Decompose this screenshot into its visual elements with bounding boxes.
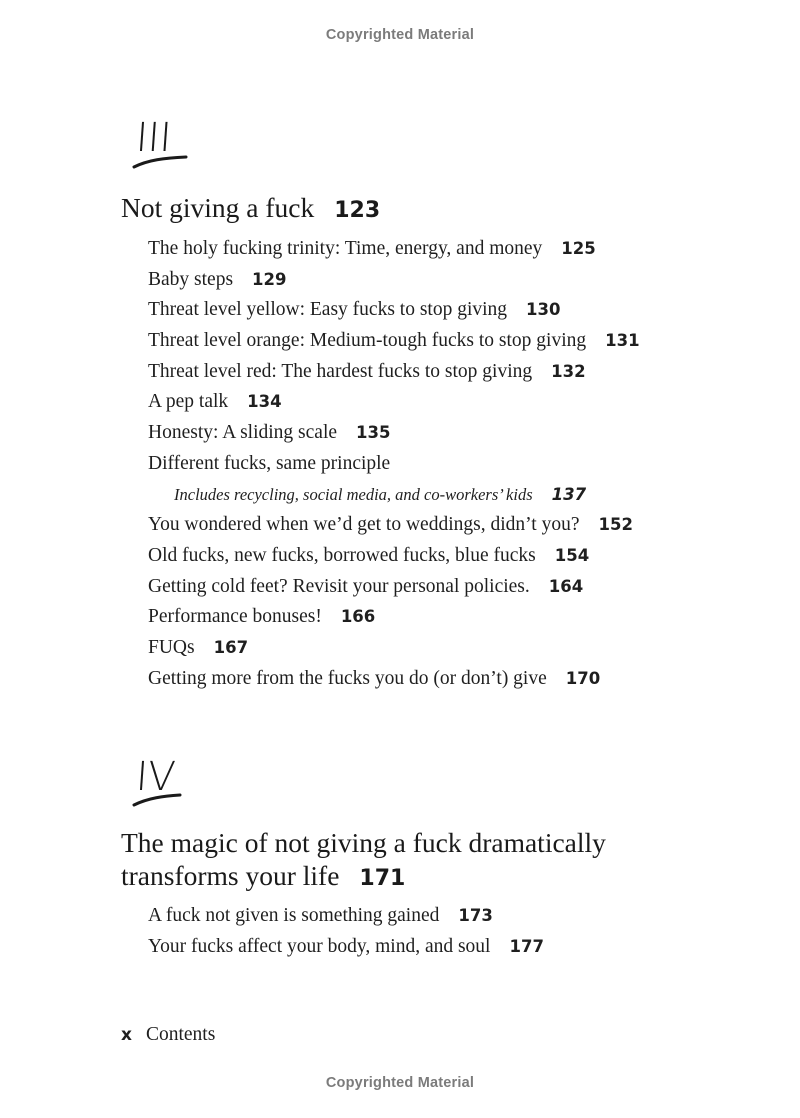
toc-entry-page: 177	[509, 936, 544, 956]
toc-entry-page: 130	[526, 300, 561, 320]
toc-entry-title: Performance bonuses!	[148, 606, 322, 628]
toc-entry-page: 173	[458, 906, 493, 925]
toc-entry	[148, 932, 544, 963]
part-numeral-iv: IV	[134, 754, 177, 800]
toc-entry-title: FUQs	[148, 636, 195, 658]
toc-entry-title: Getting cold feet? Revisit your personal policies.	[148, 575, 530, 597]
toc-entry	[148, 572, 640, 603]
toc-entry	[148, 602, 640, 633]
toc-entry	[148, 418, 640, 449]
numeral-underline-mark	[130, 150, 190, 172]
part-iii-entries	[148, 234, 640, 694]
toc-entry-page: 129	[252, 269, 287, 289]
part-page-number: 171	[359, 866, 406, 891]
copyright-watermark-top: Copyrighted Material	[325, 27, 475, 43]
toc-entry-title: Baby steps	[148, 268, 234, 290]
toc-entry	[148, 234, 640, 265]
toc-entry	[148, 664, 640, 695]
toc-entry-title: You wondered when we’d get to weddings, didn’t you?	[148, 514, 580, 536]
toc-entry-page: 137	[551, 484, 587, 504]
toc-entry	[148, 357, 640, 388]
part-title-line-2: transforms your life	[121, 860, 340, 891]
toc-entry-page: 170	[565, 668, 601, 688]
toc-entry-title: Threat level red: The hardest fucks to stop giving	[148, 360, 533, 382]
toc-entry-title: Your fucks affect your body, mind, and soul	[148, 935, 491, 957]
toc-entry-page: 154	[554, 545, 590, 565]
toc-entry-title: Includes recycling, social media, and co-workers’ kids	[174, 484, 533, 504]
toc-entry-title: A pep talk	[148, 391, 229, 413]
toc-entry-page: 131	[605, 331, 640, 351]
toc-entry	[148, 265, 640, 296]
toc-entry-title: Old fucks, new fucks, borrowed fucks, blue fucks	[148, 544, 536, 566]
toc-entry-title: Threat level orange: Medium-tough fucks to stop giving	[148, 330, 587, 352]
toc-entry-page: 167	[213, 637, 249, 657]
toc-entry-title: Honesty: A sliding scale	[148, 422, 338, 444]
toc-entry	[148, 541, 640, 572]
toc-entry-page: 125	[561, 239, 596, 258]
toc-entry	[148, 387, 640, 418]
part-page-number: 123	[334, 198, 381, 223]
part-title-magic	[121, 826, 606, 895]
toc-entry	[148, 326, 640, 357]
toc-entry	[148, 480, 640, 511]
toc-entry-page: 152	[598, 515, 633, 535]
running-footer-section: Contents	[145, 1024, 216, 1045]
toc-entry	[148, 295, 640, 326]
toc-entry-title: The holy fucking trinity: Time, energy, and money	[148, 238, 543, 259]
toc-entry-page: 132	[551, 361, 586, 381]
toc-entry	[148, 633, 640, 664]
toc-entry-title: A fuck not given is something gained	[148, 905, 440, 926]
numeral-underline-mark	[130, 788, 190, 810]
toc-entry	[148, 510, 640, 541]
part-numeral-iii: III	[134, 115, 173, 161]
part-title-text: Not giving a fuck	[121, 192, 315, 223]
toc-entry-title: Getting more from the fucks you do (or don’t) give	[148, 667, 547, 689]
toc-entry-page: 164	[548, 576, 584, 596]
page-footer	[121, 1024, 215, 1046]
toc-entry-page: 135	[356, 423, 391, 443]
part-iv-entries	[148, 901, 544, 962]
toc-entry-page: 166	[340, 607, 376, 627]
copyright-watermark-bottom: Copyrighted Material	[325, 1075, 475, 1091]
toc-entry-title: Different fucks, same principle	[148, 452, 391, 474]
part-title-not-giving	[121, 191, 380, 227]
page-folio: x	[121, 1025, 132, 1045]
toc-entry-page: 134	[247, 392, 282, 412]
toc-entry	[148, 449, 640, 480]
toc-entry	[148, 901, 544, 932]
part-title-line-1: The magic of not giving a fuck dramatically	[121, 827, 606, 858]
toc-entry-title: Threat level yellow: Easy fucks to stop giving	[148, 299, 508, 321]
